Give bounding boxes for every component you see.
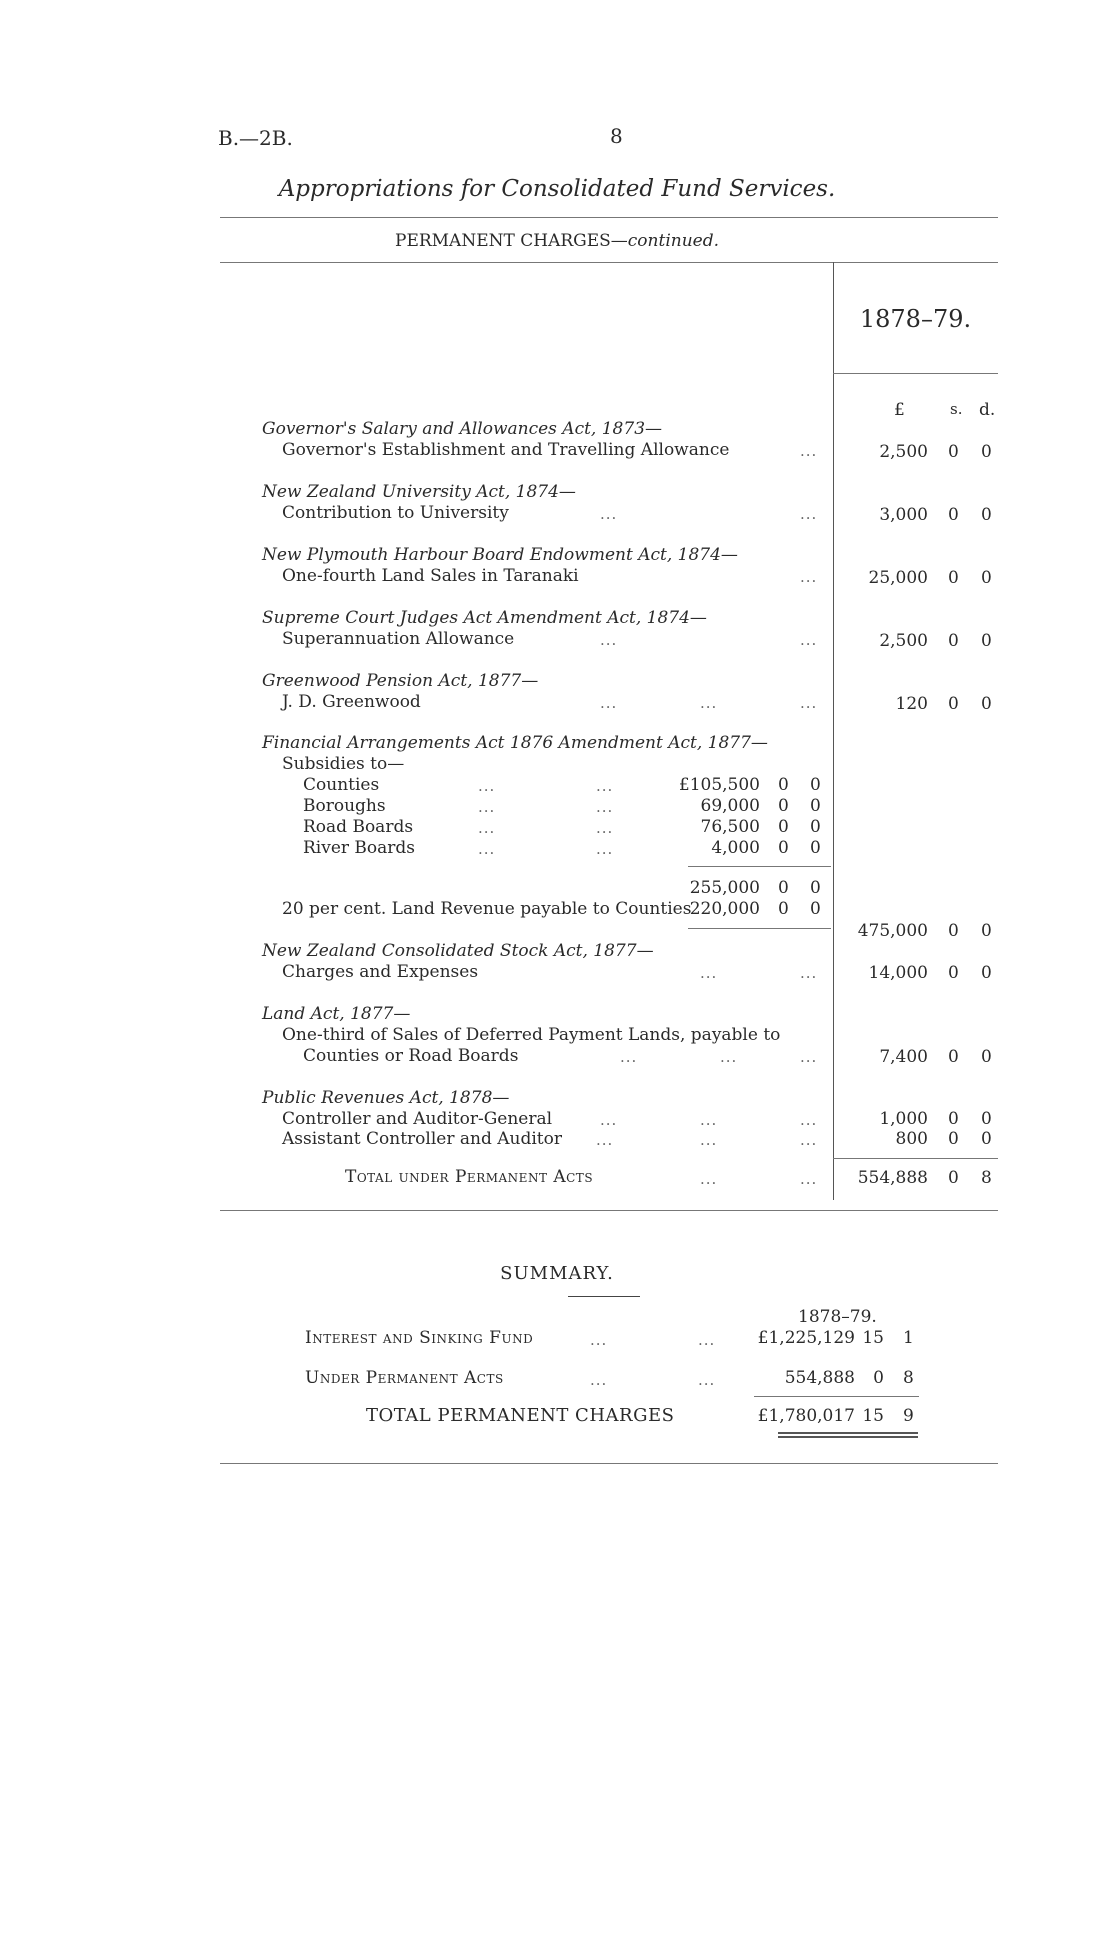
leader-dots: ... [600,1111,618,1129]
summary-total-pounds: £1,780,017 [757,1406,855,1426]
summary-label: Interest and Sinking Fund [305,1328,534,1348]
summary-double-rule-top [778,1432,918,1434]
entry-label: One-third of Sales of Deferred Payment Lands, payable to [282,1025,781,1045]
leader-dots: ... [800,1131,818,1149]
act-title: New Plymouth Harbour Board Endowment Act, 1874— [262,545,738,565]
subsidy-pounds: 76,500 [700,817,760,837]
leader-dots: ... [700,694,718,712]
summary-year: 1878–79. [798,1307,877,1327]
summary-total-rule [754,1396,919,1397]
total-rule [688,928,831,929]
leader-dots: ... [700,964,718,982]
amount-pounds: 1,000 [879,1109,928,1129]
leader-dots: ... [698,1371,716,1389]
leader-dots: ... [478,819,496,837]
table-bottom-rule [220,1210,998,1211]
column-year: 1878–79. [859,305,972,333]
unit-shillings: s. [950,400,963,418]
title-rule [220,217,998,218]
leader-dots: ... [800,442,818,460]
leader-dots: ... [800,1111,818,1129]
act-title: Financial Arrangements Act 1876 Amendment Act, 1877— [262,733,768,753]
subsidy-pounds: 4,000 [711,838,760,858]
column-header-rule [833,373,998,374]
entry-label-continued: Counties or Road Boards [303,1046,519,1066]
unit-pence: d. [979,400,996,420]
leader-dots: ... [596,777,614,795]
summary-shillings: 0 [873,1368,884,1388]
leader-dots: ... [700,1111,718,1129]
amount-pence: 0 [981,1129,992,1149]
leader-dots: ... [600,505,618,523]
subsidy-pence: 0 [810,817,821,837]
amount-shillings: 0 [948,1109,959,1129]
leader-dots: ... [596,1131,614,1149]
amount-shillings: 0 [948,1168,959,1188]
amount-shillings: 0 [948,694,959,714]
leader-dots: ... [800,694,818,712]
amount-pounds: 3,000 [879,505,928,525]
summary-label: Under Permanent Acts [305,1368,504,1388]
summary-title-rule [568,1296,640,1297]
leader-dots: ... [800,505,818,523]
summary-pence: 8 [903,1368,914,1388]
total-label: Total under Permanent Acts [345,1167,594,1187]
leader-dots: ... [800,631,818,649]
leader-dots: ... [620,1048,638,1066]
summary-total-pence: 9 [903,1406,914,1426]
amount-shillings: 0 [948,505,959,525]
amount-pence: 0 [981,921,992,941]
amount-shillings: 0 [948,442,959,462]
subsidy-pence: 0 [810,838,821,858]
summary-title: SUMMARY. [500,1263,614,1284]
summary-total-label: TOTAL PERMANENT CHARGES [366,1405,675,1426]
leader-dots: ... [800,1170,818,1188]
subsidy-label: River Boards [303,838,416,858]
amount-pounds: 554,888 [857,1168,928,1188]
subsidy-label: Counties [303,775,380,795]
leader-dots: ... [596,798,614,816]
amount-pence: 0 [981,1109,992,1129]
amount-pence: 0 [981,568,992,588]
section-heading [0,231,1114,251]
subsidy-shillings: 0 [778,775,789,795]
unit-pounds: £ [894,400,905,420]
page-title: Appropriations for Consolidated Fund Services. [278,176,836,202]
summary-pence: 1 [903,1328,914,1348]
subsidies-heading: Subsidies to— [282,754,405,774]
act-title: New Zealand University Act, 1874— [262,482,576,502]
leader-dots: ... [800,1048,818,1066]
amount-pence: 0 [981,1047,992,1067]
entry-label: Governor's Establishment and Travelling Allowance [282,440,730,460]
leader-dots: ... [800,964,818,982]
land-revenue-pounds: 220,000 [689,899,760,919]
amount-pounds: 14,000 [868,963,928,983]
summary-shillings: 15 [862,1328,884,1348]
leader-dots: ... [700,1170,718,1188]
subsidy-pounds: 69,000 [700,796,760,816]
amount-pence: 0 [981,963,992,983]
summary-pounds: 554,888 [784,1368,855,1388]
summary-total-shillings: 15 [862,1406,884,1426]
total-acts-rule [833,1158,998,1159]
amount-pounds: 7,400 [879,1047,928,1067]
subtotal-rule [688,866,831,867]
leader-dots: ... [478,840,496,858]
amount-shillings: 0 [948,1129,959,1149]
entry-label: J. D. Greenwood [282,692,421,712]
section-heading-main: PERMANENT CHARGES— [395,231,628,251]
amount-pounds: 2,500 [879,442,928,462]
subsidy-pounds: £105,500 [678,775,760,795]
entry-label: Superannuation Allowance [282,629,515,649]
summary-double-rule-bottom [778,1436,918,1438]
leader-dots: ... [698,1331,716,1349]
amount-pence: 0 [981,694,992,714]
subtotal-pounds: 255,000 [689,878,760,898]
act-title: Greenwood Pension Act, 1877— [262,671,539,691]
subsidy-pence: 0 [810,796,821,816]
leader-dots: ... [596,840,614,858]
leader-dots: ... [596,819,614,837]
amount-pounds: 475,000 [857,921,928,941]
leader-dots: ... [600,694,618,712]
amount-shillings: 0 [948,631,959,651]
amount-shillings: 0 [948,1047,959,1067]
heading-rule [220,262,998,263]
leader-dots: ... [478,777,496,795]
subsidy-label: Boroughs [303,796,386,816]
subsidy-shillings: 0 [778,796,789,816]
amount-shillings: 0 [948,568,959,588]
entry-label: Assistant Controller and Auditor [282,1129,562,1149]
amount-column-divider [833,262,834,1200]
leader-dots: ... [590,1371,608,1389]
leader-dots: ... [590,1331,608,1349]
leader-dots: ... [720,1048,738,1066]
act-title: Governor's Salary and Allowances Act, 1873— [262,419,663,439]
amount-shillings: 0 [948,963,959,983]
leader-dots: ... [800,568,818,586]
amount-shillings: 0 [948,921,959,941]
leader-dots: ... [700,1131,718,1149]
leader-dots: ... [478,798,496,816]
entry-label: One-fourth Land Sales in Taranaki [282,566,579,586]
amount-pounds: 2,500 [879,631,928,651]
subtotal-pence: 0 [810,878,821,898]
entry-label: Contribution to University [282,503,509,523]
act-title: Supreme Court Judges Act Amendment Act, 1874— [262,608,707,628]
subsidy-label: Road Boards [303,817,414,837]
page-bottom-rule [220,1463,998,1464]
amount-pounds: 25,000 [868,568,928,588]
act-title: Public Revenues Act, 1878— [262,1088,510,1108]
subsidy-shillings: 0 [778,838,789,858]
amount-pence: 8 [981,1168,992,1188]
act-title: Land Act, 1877— [262,1004,411,1024]
amount-pence: 0 [981,505,992,525]
summary-pounds: £1,225,129 [757,1328,855,1348]
amount-pounds: 120 [895,694,928,714]
land-revenue-pence: 0 [810,899,821,919]
land-revenue-shillings: 0 [778,899,789,919]
amount-pence: 0 [981,631,992,651]
entry-label: Charges and Expenses [282,962,479,982]
section-heading-continued: continued. [627,231,719,251]
document-reference: B.—2B. [218,126,293,150]
land-revenue-label: 20 per cent. Land Revenue payable to Counties [282,899,692,919]
page-number: 8 [610,124,623,148]
subtotal-shillings: 0 [778,878,789,898]
act-title: New Zealand Consolidated Stock Act, 1877— [262,941,654,961]
leader-dots: ... [600,631,618,649]
subsidy-shillings: 0 [778,817,789,837]
amount-pounds: 800 [895,1129,928,1149]
amount-pence: 0 [981,442,992,462]
entry-label: Controller and Auditor-General [282,1109,553,1129]
subsidy-pence: 0 [810,775,821,795]
